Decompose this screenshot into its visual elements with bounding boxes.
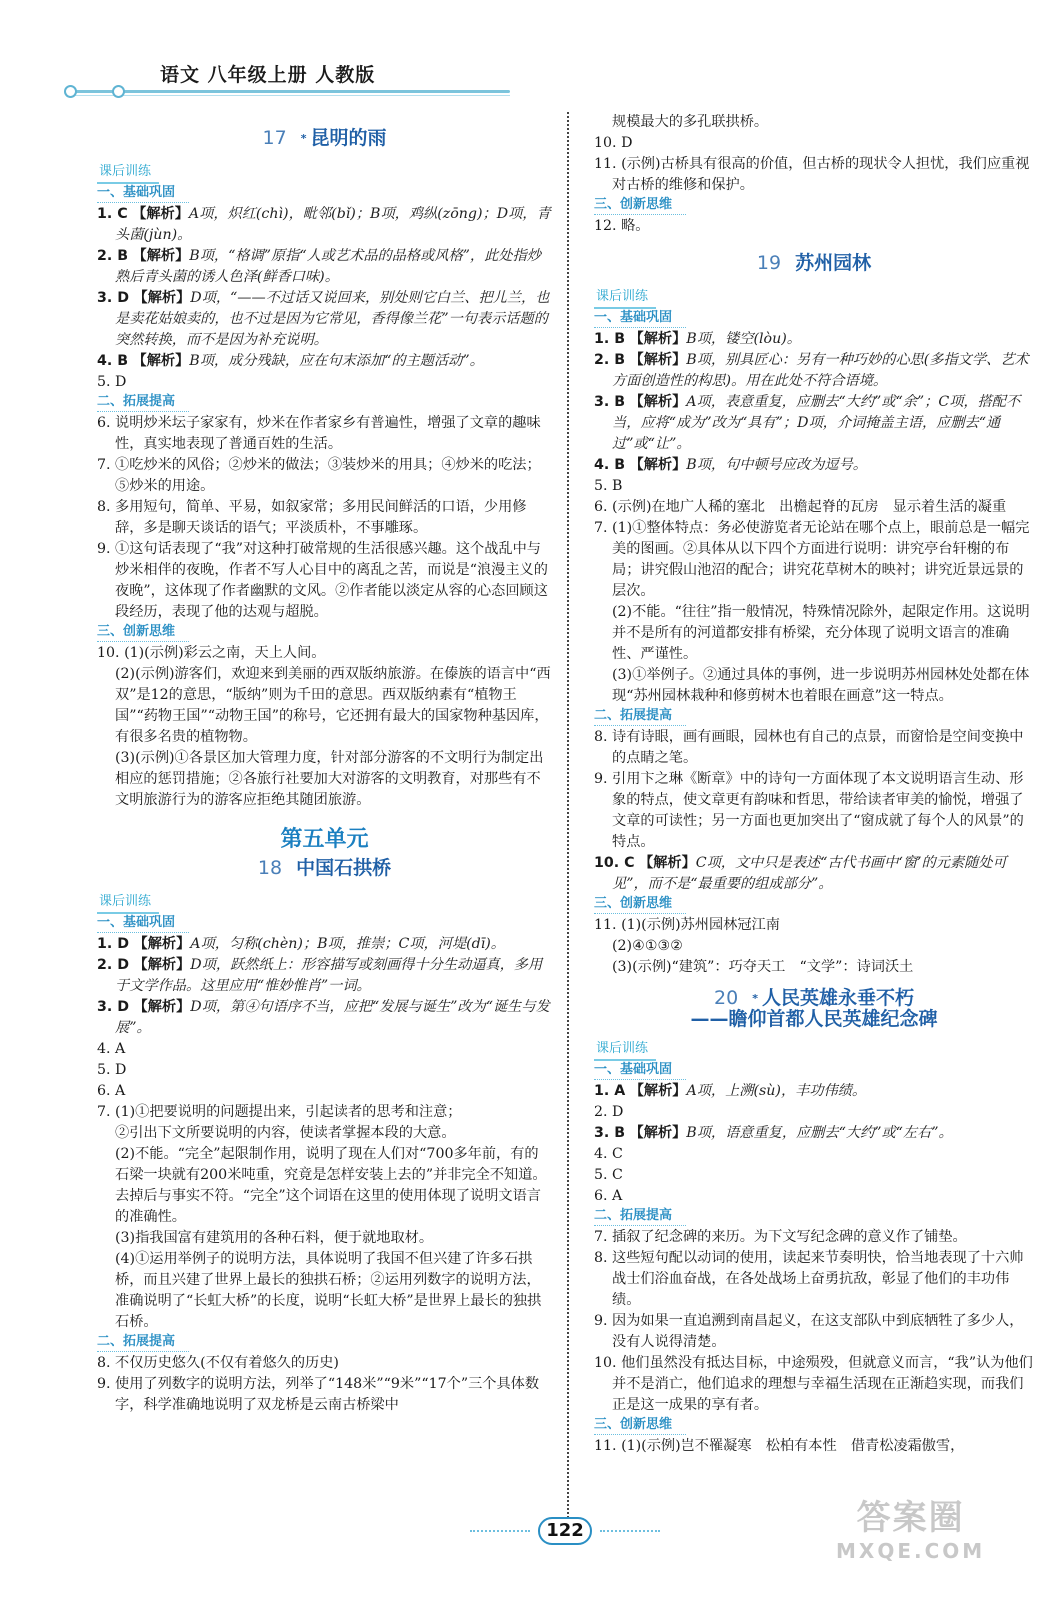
answer-item: 2. D 【解析】D项，跃然纸上：形容描写或刻画得十分生动逼真，多用于文学作品。这里应用“惟妙惟肖”一词。 — [97, 957, 543, 994]
right-column — [594, 112, 1034, 1457]
section-extend: 二、拓展提高 — [97, 393, 189, 412]
watermark — [836, 1490, 985, 1563]
watermark-url: MXQE.COM — [836, 1539, 986, 1563]
page-dots-right — [600, 1530, 660, 1532]
answer-item: 6. A — [97, 1083, 126, 1099]
answer-item: 1. C 【解析】A项，炽红(chì)，毗邻(bǐ)；B项，鸡纵(zōng)；D项，青头菌(jùn)。 — [97, 206, 551, 243]
after-class-tag: 课后训练 — [594, 286, 656, 309]
answer-subitem: (3)①举例子。②通过具体的事例，进一步说明苏州园林处处都在体现“苏州园林栽种和修剪树木也着眼在画意”这一特点。 — [612, 667, 1030, 704]
page-dots-left — [470, 1530, 530, 1532]
answer-item: 1. D 【解析】A项，匀称(chèn)；B项，推崇；C项，河堤(dī)。 — [97, 936, 505, 952]
lesson-20-title: 20 * 人民英雄永垂不朽 ——瞻仰首都人民英雄纪念碑 — [690, 987, 938, 1030]
answer-item: 2. B 【解析】B项，“格调”原指“人或艺术品的品格或风格”，此处指炒熟后青头菌的诱人色泽(鲜香口味)。 — [97, 248, 541, 285]
answer-subitem: (2)不能。“往往”指一般情况，特殊情况除外，起限定作用。这说明并不是所有的河道都安排有桥梁，充分体现了说明文语言的准确性、严谨性。 — [612, 604, 1030, 662]
answer-item: 4. A — [97, 1041, 126, 1057]
answer-item: 8. 诗有诗眼，画有画眼，园林也有自己的点景，而窗恰是空间变换中的点睛之笔。 — [594, 729, 1024, 766]
answer-item: 7. (1)①把要说明的问题提出来，引起读者的思考和注意； — [97, 1104, 462, 1120]
answer-subitem: (4)①运用举例子的说明方法，具体说明了我国不但兴建了许多石拱桥，而且兴建了世界上最长的独拱石桥；②运用列数字的说明方法，准确说明了“长虹大桥”的长度，说明“长虹大桥”是世界上最长的独拱石桥。 — [115, 1251, 542, 1330]
answer-item: 3. D 【解析】D项，“——不过话又说回来，别处则它白兰、把儿兰，也是卖花姑娘卖的，也不过是因为它常见，香得像兰花”一句表示话题的突然转换，而不是因为补充说明。 — [97, 290, 550, 348]
answer-item: 4. B 【解析】B项，句中顿号应改为逗号。 — [594, 457, 867, 473]
answer-subitem: ②引出下文所要说明的内容，使读者掌握本段的大意。 — [115, 1125, 456, 1141]
section-basic: 一、基础巩固 — [594, 1061, 686, 1080]
answer-subitem: (3)指我国富有建筑用的各种石料，便于就地取材。 — [115, 1230, 434, 1246]
answer-subitem: (2)④①③② — [612, 938, 683, 954]
lesson-18-title: 18 中国石拱桥 — [257, 857, 392, 879]
answer-continuation: 规模最大的多孔联拱桥。 — [612, 114, 769, 130]
answer-item: 4. B 【解析】B项，成分残缺，应在句末添加“的主题活动”。 — [97, 353, 484, 369]
header-rule-thin — [70, 95, 510, 96]
answer-subitem: (3)(示例)①各景区加大管理力度，针对部分游客的不文明行为制定出相应的惩罚措施；②各旅行社要加大对游客的文明教育，对那些有不文明旅游行为的游客应拒绝其随团旅游。 — [115, 750, 544, 808]
answer-item: 1. B 【解析】B项，镂空(lòu)。 — [594, 331, 801, 347]
answer-item: 3. D 【解析】D项，第④句语序不当，应把“发展与诞生”改为“诞生与发展”。 — [97, 999, 550, 1036]
answer-item: 5. C — [594, 1167, 623, 1183]
answer-item: 4. C — [594, 1146, 623, 1162]
answer-item: 11. (示例)古桥具有很高的价值，但古桥的现状令人担忧，我们应重视对古桥的维修和保护。 — [594, 156, 1030, 193]
answer-item: 6. A — [594, 1188, 623, 1204]
section-extend: 二、拓展提高 — [594, 1207, 686, 1226]
page-number-area — [470, 1513, 660, 1549]
answer-item: 6. (示例)在地广人稀的塞北 出檐起脊的瓦房 显示着生活的凝重 — [594, 499, 1007, 515]
answer-subitem: (2)不能。“完全”起限制作用，说明了现在人们对“700多年前，有的石梁一块就有200米吨重，究竟是怎样安装上去的”并非完全不知道。去掉后与事实不符。“完全”这个词语在这里的使用体现了说明文语言的准确性。 — [115, 1146, 547, 1225]
answer-subitem: (2)(示例)游客们，欢迎来到美丽的西双版纳旅游。在傣族的语言中“西双”是12的意思，“版纳”则为千田的意思。西双版纳素有“植物王国”“药物王国”“动物王国”的称号，它还拥有最大的国家物种基因库，有很多名贵的植物物。 — [115, 666, 551, 745]
answer-item: 2. B 【解析】B项，别具匠心：另有一种巧妙的心思(多指文学、艺术方面创造性的构思)。用在此处不符合语境。 — [594, 352, 1029, 389]
answer-item: 5. D — [97, 1062, 127, 1078]
answer-item: 12. 略。 — [594, 218, 650, 234]
answer-item: 8. 多用短句，简单、平易，如叙家常；多用民间鲜活的口语，少用修辞，多是聊天谈话的语气；平淡质朴，不事雕琢。 — [97, 499, 527, 536]
answer-item: 3. B 【解析】A项，表意重复，应删去“大约”或“余”；C项，搭配不当，应将“成为”改为“具有”；D项，介词掩盖主语，应删去“通过”或“让”。 — [594, 394, 1021, 452]
section-basic: 一、基础巩固 — [97, 914, 189, 933]
section-extend: 二、拓展提高 — [97, 1333, 189, 1352]
section-basic: 一、基础巩固 — [594, 309, 686, 328]
answer-item: 6. 说明炒米坛子家家有，炒米在作者家乡有普遍性，增强了文章的趣味性，真实地表现了普通百姓的生活。 — [97, 415, 541, 452]
answer-item: 10. C 【解析】C项，文中只是表述“古代书画中‘窗’的元素随处可见”，而不是“最重要的组成部分”。 — [594, 855, 1007, 892]
answer-item: 9. ①这句话表现了“我”对这种打破常规的生活很感兴趣。这个战乱中与炒米相伴的夜晚，作者不写人心目中的离乱之苦，而说是“浪漫主义的夜晚”，这体现了作者幽默的文风。②作者能以淡定从容的心态回顾这段经历，表现了他的达观与超脱。 — [97, 541, 548, 620]
answer-item: 10. 他们虽然没有抵达目标，中途殒殁，但就意义而言，“我”认为他们并不是消亡，他们追求的理想与幸福生活现在正渐趋实现，而我们正是这一成果的享有者。 — [594, 1355, 1033, 1413]
watermark-cn: 答案圈 — [856, 1498, 965, 1538]
answer-item: 10. (1)(示例)彩云之南，天上人间。 — [97, 645, 326, 661]
page-number: 122 — [538, 1517, 592, 1545]
header-dot-right — [112, 85, 125, 98]
answer-item: 8. 不仅历史悠久(不仅有着悠久的历史) — [97, 1355, 339, 1371]
answer-subitem: (3)(示例)“建筑”：巧夺天工 “文学”：诗词沃土 — [612, 959, 914, 975]
section-basic: 一、基础巩固 — [97, 184, 189, 203]
answer-item: 10. D — [594, 135, 633, 151]
answer-item: 9. 引用卞之琳《断章》中的诗句一方面体现了本文说明语言生动、形象的特点，使文章更有韵味和哲思，带给读者审美的愉悦，增强了文章的可读性；另一方面也更加突出了“窗成就了每个人的风景”的特点。 — [594, 771, 1024, 850]
after-class-tag: 课后训练 — [97, 891, 159, 914]
header-rule — [70, 90, 510, 93]
unit-title: 第五单元 — [280, 827, 369, 852]
answer-item: 9. 使用了列数字的说明方法，列举了“148米”“9米”“17个”三个具体数字，科学准确地说明了双龙桥是云南古桥梁中 — [97, 1376, 540, 1413]
header-title: 语文 八年级上册 人教版 — [160, 64, 376, 86]
header-dot-left — [64, 85, 77, 98]
section-creative: 三、创新思维 — [594, 895, 686, 914]
answer-item: 8. 这些短句配以动词的使用，读起来节奏明快，恰当地表现了十六帅战士们浴血奋战，在各处战场上奋勇抗敌，彰显了他们的丰功伟绩。 — [594, 1250, 1024, 1308]
section-extend: 二、拓展提高 — [594, 707, 686, 726]
answer-item: 11. (1)(示例)岂不罹凝寒 松柏有本性 借青松凌霜傲雪， — [594, 1438, 965, 1454]
section-creative: 三、创新思维 — [594, 1416, 686, 1435]
answer-item: 5. B — [594, 478, 623, 494]
answer-item: 1. A 【解析】A项，上溯(sù)，丰功伟绩。 — [594, 1083, 867, 1099]
lesson-17-title: 17 * 昆明的雨 — [262, 127, 387, 149]
answer-item: 7. (1)①整体特点：务必使游览者无论站在哪个点上，眼前总是一幅完美的图画。②具体从以下四个方面进行说明：讲究亭台轩榭的布局；讲究假山池沼的配合；讲究花草树木的映衬；讲究近景远景的层次。 — [594, 520, 1030, 599]
section-creative: 三、创新思维 — [97, 623, 189, 642]
after-class-tag: 课后训练 — [97, 161, 159, 184]
after-class-tag: 课后训练 — [594, 1038, 656, 1061]
section-creative: 三、创新思维 — [594, 196, 686, 215]
answer-item: 3. B 【解析】B项，语意重复，应删去“大约”或“左右”。 — [594, 1125, 953, 1141]
answer-item: 7. 插叙了纪念碑的来历。为下文写纪念碑的意义作了铺垫。 — [594, 1229, 967, 1245]
column-divider — [567, 112, 569, 1522]
lesson-19-title: 19 苏州园林 — [756, 252, 872, 274]
answer-item: 2. D — [594, 1104, 624, 1120]
answer-item: 9. 因为如果一直追溯到南昌起义，在这支部队中到底牺牲了多少人，没有人说得清楚。 — [594, 1313, 1024, 1350]
answer-item: 5. D — [97, 374, 127, 390]
answer-item: 7. ①吃炒米的风俗；②炒米的做法；③装炒米的用具；④炒米的吃法；⑤炒米的用途。 — [97, 457, 541, 494]
answer-item: 11. (1)(示例)苏州园林冠江南 — [594, 917, 780, 933]
left-column — [97, 112, 552, 1416]
